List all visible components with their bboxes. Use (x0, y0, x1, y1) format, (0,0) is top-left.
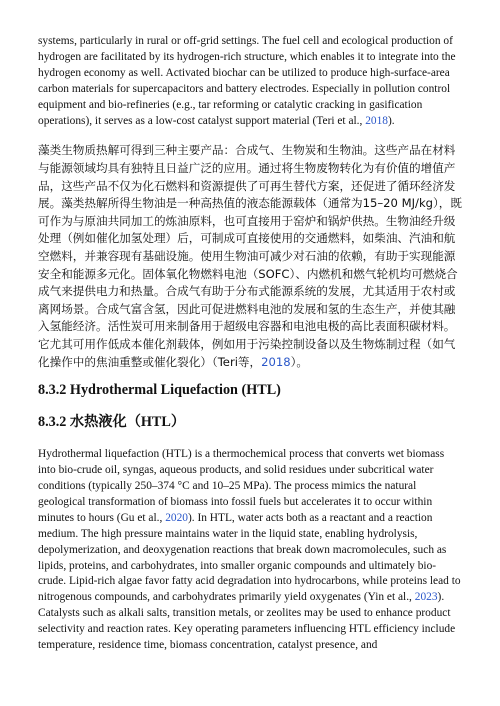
section-abbr: （HTL） (126, 414, 186, 431)
section-heading-en: 8.3.2 Hydrothermal Liquefaction (HTL) (38, 382, 281, 399)
section-heading-zh (38, 413, 462, 431)
section-title-zh: 水热液化 (69, 414, 127, 431)
document-page (38, 34, 462, 654)
paragraph-biochar-applications: systems, particularly in rural or off-grid settings. The fuel cell and ecological production of hydrogen are facilitated by its hydrogen-rich structure, which enables it to integrate into the hydrogen economy as well. Activated biochar can be utilized to produce high-surface-area carbon materials for supercapacitors and battery electrodes. Especially in pollution control equipment and bio-refineries (e.g., tar reforming or catalytic cracking in gasification operations), it serves as a low-cost catalyst support material (Teri et al., 2018). (38, 35, 456, 127)
section-number: 8.3.2 (38, 414, 67, 431)
citation-teri-2018-zh[interactable]: 2018 (261, 354, 291, 369)
citation-teri-2018[interactable]: 2018 (365, 114, 388, 127)
paragraph-chinese-translation: 藻类生物质热解可得到三种主要产品：合成气、生物炭和生物油。这些产品在材料与能源领域均具有独特且日益广泛的应用。通过将生物废物转化为有价值的增值产品，这些产品不仅为化石燃料和资源提供了可再生替代方案，还促进了循环经济发展。藻类热解所得生物油是一种高热值的液态能源载体（通常为15–20 MJ/kg），既可作为与原油共同加工的炼油原料，也可直接用于窑炉和锅炉供热。生物油经升级处理（例如催化加氢处理）后，可制成可直接使用的交通燃料，如柴油、汽油和航空燃料，并兼容现有基础设施。使用生物油可减少对石油的依赖，有助于实现能源安全和能源多元化。固体氧化物燃料电池（SOFC）、内燃机和燃气轮机均可燃烧合成气来提供电力和热量。合成气有助于分布式能源系统的发展，尤其适用于农村或离网场景。合成气富含氢，因此可促进燃料电池的发展和氢的生态生产，并使其融入氢能经济。活性炭可用来制备用于超级电容器和电池电极的高比表面积碳材料。它尤其可用作低成本催化剂载体，例如用于污染控制设备以及生物炼制过程（如气化操作中的焦油重整或催化裂化）（Teri等，2018）。 (38, 143, 462, 369)
citation-yin-2023[interactable]: 2023 (414, 591, 438, 604)
paragraph-htl: Hydrothermal liquefaction (HTL) is a thermochemical process that converts wet biomass into bio-crude oil, syngas, aqueous products, and solid residues under subcritical water conditions (typically 250–374 °C and 10–25 MPa). The process mimics the natural geological transformation of biomass into fossil fuels but accelerates it to occur within minutes to hours (Gu et al., 2020). In HTL, water acts both as a reactant and a reaction medium. The high pressure maintains water in the liquid state, enabling hydrolysis, depolymerization, and deoxygenation reactions that break down macromolecules, such as lipids, proteins, and carbohydrates, into smaller organic compounds and ultimately bio-crude. Lipid-rich algae favor fatty acid degradation into hydrocarbons, while proteins lead to nitrogenous compounds, and carbohydrates primarily yield oxygenates (Yin et al., 2023). Catalysts such as alkali salts, transition metals, or zeolites may be used to enhance product selectivity and reaction rates. Key operating parameters influencing HTL efficiency include temperature, residence time, biomass concentration, catalyst presence, and (38, 448, 461, 652)
citation-gu-2020[interactable]: 2020 (165, 511, 188, 524)
